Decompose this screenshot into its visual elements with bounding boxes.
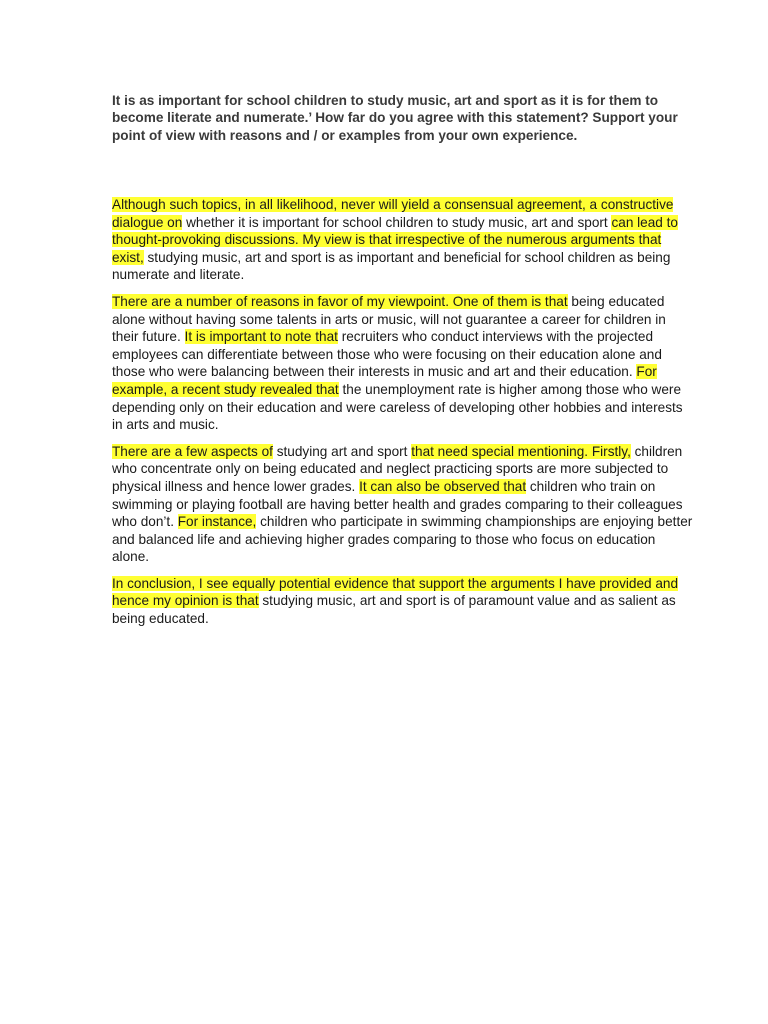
highlighted-phrase: For example, a recent study revealed that bbox=[112, 364, 657, 397]
highlighted-phrase: It can also be observed that bbox=[359, 478, 527, 494]
paragraph-reasons bbox=[112, 293, 696, 434]
essay-text: children who concentrate only on being educated and neglect practicing sports are more subjected to physical illness and hence lower grades. bbox=[112, 443, 683, 494]
essay-text: studying music, art and sport is of paramount value and as salient as being educated. bbox=[112, 593, 676, 627]
essay-body bbox=[112, 196, 696, 637]
essay-text: the unemployment rate is higher among those who were depending only on their education and were careless of developing other hobbies and interests in arts and music. bbox=[112, 381, 683, 433]
highlighted-phrase: can lead to thought-provoking discussions. My view is that irrespective of the numerous arguments that exist, bbox=[112, 214, 678, 265]
essay-text: recruiters who conduct interviews with the projected employees can differentiate between those who were focusing on their education alone and those who were balancing between their interests in music and art and their education. bbox=[112, 329, 662, 380]
paragraph-conclusion bbox=[112, 575, 696, 628]
highlighted-phrase: There are a number of reasons in favor of my viewpoint. One of them is that bbox=[112, 293, 568, 309]
essay-text: children who train on swimming or playing football are having better health and grades comparing to their colleagues who don’t. bbox=[112, 478, 683, 530]
highlighted-phrase: It is important to note that bbox=[184, 329, 338, 345]
essay-text: studying music, art and sport is as important and beneficial for school children as being numerate and literate. bbox=[112, 249, 671, 283]
highlighted-phrase: In conclusion, I see equally potential evidence that support the arguments I have provided and hence my opinion is that bbox=[112, 575, 679, 609]
highlighted-phrase: that need special mentioning. Firstly, bbox=[411, 443, 631, 459]
essay-text: studying art and sport bbox=[272, 443, 412, 459]
highlighted-phrase: There are a few aspects of bbox=[112, 443, 273, 459]
highlighted-phrase: For instance, bbox=[177, 514, 257, 530]
essay-text: children who participate in swimming championships are enjoying better and balanced life and achieving higher grades comparing to those who focus on education alone. bbox=[112, 514, 693, 565]
highlighted-phrase: Although such topics, in all likelihood, never will yield a consensual agreement, a constructive dialogue on bbox=[112, 197, 674, 230]
essay-text: being educated alone without having some talents in arts or music, will not guarantee a career for children in their future. bbox=[112, 293, 666, 345]
paragraph-aspects bbox=[112, 443, 696, 566]
essay-prompt: It is as important for school children to study music, art and sport as it is for them to become literate and numerate.’ How far do you agree with this statement? Support your point of view with reasons and / or examples from your own experience. bbox=[112, 93, 678, 143]
essay-text: whether it is important for school children to study music, art and sport bbox=[182, 214, 612, 230]
paragraph-introduction bbox=[112, 196, 696, 284]
